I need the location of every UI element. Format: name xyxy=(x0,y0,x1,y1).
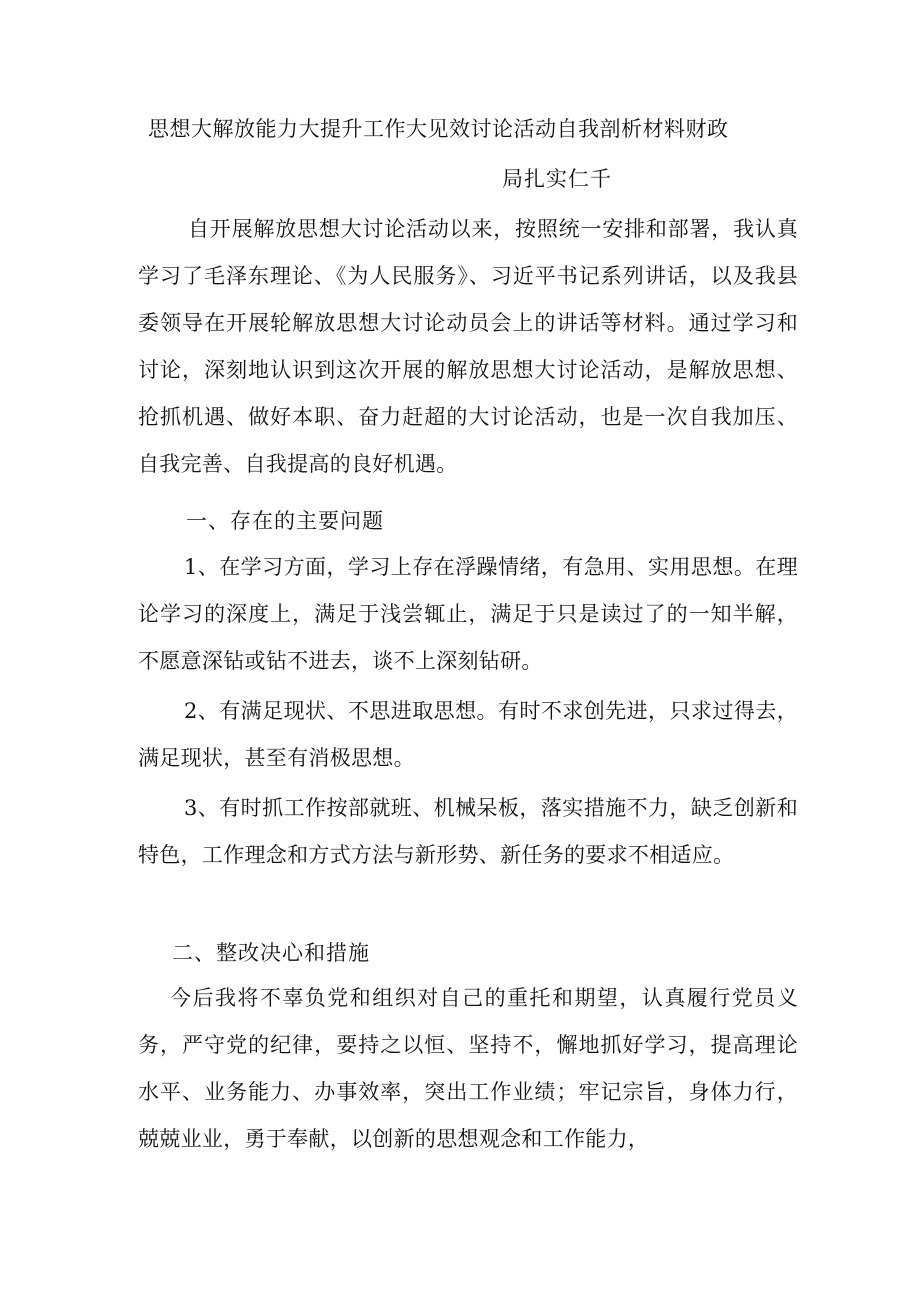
section-2-heading: 二、整改决心和措施 xyxy=(172,941,370,965)
section-1-heading: 一、存在的主要问题 xyxy=(186,509,384,533)
intro-paragraph: 自开展解放思想大讨论活动以来，按照统一安排和部署，我认真学习了毛泽东理论、《为人民服务》、习近平书记系列讲话，以及我县委领导在开展轮解放思想大讨论动员会上的讲话等材料。通过学习和讨论，深刻地认识到这次开展的解放思想大讨论活动，是解放思想、抢抓机遇、做好本职、奋力赶超的大讨论活动，也是一次自我加压、自我完善、自我提高的良好机遇。 xyxy=(138,217,798,476)
document-title-line-2: 局扎实仁千 xyxy=(502,167,612,191)
measures-paragraph: 今后我将不辜负党和组织对自己的重托和期望，认真履行党员义务，严守党的纪律，要持之以恒、坚持不，懈地抓好学习，提高理论水平、业务能力、办事效率，突出工作业绩；牢记宗旨，身体力行，兢兢业业，勇于奉献，以创新的思想观念和工作能力， xyxy=(138,986,798,1151)
problem-item-3: 3、有时抓工作按部就班、机械呆板，落实措施不力，缺乏创新和特色，工作理念和方式方法与新形势、新任务的要求不相适应。 xyxy=(138,796,798,867)
problem-item-2: 2、有满足现状、不思进取思想。有时不求创先进，只求过得去，满足现状，甚至有消极思想。 xyxy=(138,699,798,770)
problem-item-1: 1、在学习方面，学习上存在浮躁情绪，有急用、实用思想。在理论学习的深度上，满足于浅尝辄止，满足于只是读过了的一知半解，不愿意深钻或钻不进去，谈不上深刻钻研。 xyxy=(138,555,798,673)
document-title-line-1: 思想大解放能力大提升工作大见效讨论活动自我剖析材料财政 xyxy=(148,117,729,141)
